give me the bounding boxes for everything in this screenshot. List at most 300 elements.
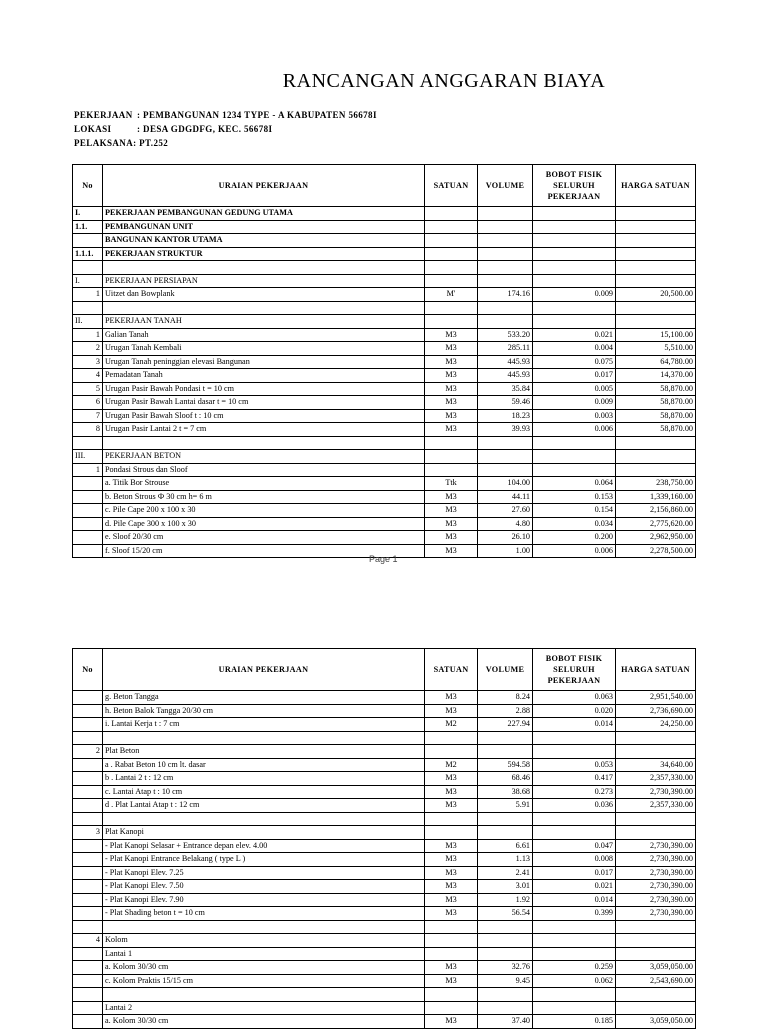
cell-no: [73, 517, 103, 531]
cell-volume: 37.40: [478, 1015, 533, 1029]
table-row: [73, 369, 696, 383]
cell-bobot: 0.014: [533, 718, 616, 732]
cell-uraian: h. Beton Balok Tangga 20/30 cm: [103, 704, 425, 718]
cell-volume: 39.93: [478, 423, 533, 437]
table-row: [73, 342, 696, 356]
cell-volume: [478, 826, 533, 840]
cell-volume: 44.11: [478, 490, 533, 504]
cell-bobot: [533, 450, 616, 464]
cell-uraian: e. Sloof 20/30 cm: [103, 531, 425, 545]
cell-satuan: Ttk: [425, 477, 478, 491]
cell-volume: 6.61: [478, 839, 533, 853]
cell-volume: 285.11: [478, 342, 533, 356]
cell-harga: 15,100.00: [616, 328, 696, 342]
cell-volume: [478, 436, 533, 450]
cell-satuan: M3: [425, 382, 478, 396]
cell-uraian: Urugan Tanah peninggian elevasi Bangunan: [103, 355, 425, 369]
cell-satuan: [425, 315, 478, 329]
col-header-bobot: BOBOT FISIK SELURUH PEKERJAAN: [533, 165, 616, 207]
cell-volume: [478, 274, 533, 288]
cell-bobot: [533, 207, 616, 221]
meta-pekerjaan-label: PEKERJAAN: [74, 110, 133, 120]
cell-volume: [478, 812, 533, 826]
table-row: [73, 531, 696, 545]
cell-uraian: - Plat Kanopi Elev. 7.25: [103, 866, 425, 880]
cell-bobot: 0.017: [533, 369, 616, 383]
cell-uraian: c. Kolom Praktis 15/15 cm: [103, 974, 425, 988]
table-row: [73, 288, 696, 302]
table-row: [73, 207, 696, 221]
cell-harga: 58,870.00: [616, 396, 696, 410]
meta-lokasi: [74, 124, 272, 134]
cell-bobot: 0.009: [533, 288, 616, 302]
col-header-bobot: BOBOT FISIK SELURUH PEKERJAAN: [533, 649, 616, 691]
cell-harga: [616, 731, 696, 745]
col-header-satuan: SATUAN: [425, 649, 478, 691]
cell-uraian: Galian Tanah: [103, 328, 425, 342]
cell-bobot: [533, 274, 616, 288]
cell-no: 2: [73, 745, 103, 759]
cell-uraian: Plat Beton: [103, 745, 425, 759]
cell-satuan: [425, 234, 478, 248]
cell-satuan: M3: [425, 853, 478, 867]
cell-uraian: BANGUNAN KANTOR UTAMA: [103, 234, 425, 248]
table-row: [73, 328, 696, 342]
cell-volume: [478, 1001, 533, 1015]
cell-satuan: [425, 463, 478, 477]
cell-harga: [616, 261, 696, 275]
cell-harga: 58,870.00: [616, 423, 696, 437]
cell-volume: 18.23: [478, 409, 533, 423]
cell-harga: [616, 450, 696, 464]
cell-volume: 4.80: [478, 517, 533, 531]
cell-uraian: PEKERJAAN BETON: [103, 450, 425, 464]
cell-volume: 56.54: [478, 907, 533, 921]
table-row: [73, 436, 696, 450]
cell-volume: 32.76: [478, 961, 533, 975]
cell-no: [73, 974, 103, 988]
cell-bobot: 0.008: [533, 853, 616, 867]
cell-satuan: M3: [425, 1015, 478, 1029]
cell-volume: 104.00: [478, 477, 533, 491]
cell-satuan: M3: [425, 342, 478, 356]
cell-harga: 1,339,160.00: [616, 490, 696, 504]
cell-uraian: PEKERJAAN PERSIAPAN: [103, 274, 425, 288]
cell-bobot: [533, 988, 616, 1002]
cell-bobot: 0.075: [533, 355, 616, 369]
cell-volume: [478, 301, 533, 315]
cell-harga: 5,510.00: [616, 342, 696, 356]
cell-satuan: M3: [425, 544, 478, 558]
col-header-harga: HARGA SATUAN: [616, 649, 696, 691]
cell-uraian: [103, 920, 425, 934]
table-row: [73, 772, 696, 786]
cell-uraian: - Plat Kanopi Elev. 7.90: [103, 893, 425, 907]
cell-harga: 2,278,500.00: [616, 544, 696, 558]
cell-volume: [478, 234, 533, 248]
table-row: [73, 799, 696, 813]
cell-harga: 14,370.00: [616, 369, 696, 383]
cell-uraian: [103, 812, 425, 826]
cell-satuan: M3: [425, 409, 478, 423]
cell-bobot: [533, 234, 616, 248]
cell-no: [73, 490, 103, 504]
cell-no: 3: [73, 355, 103, 369]
cell-bobot: 0.006: [533, 423, 616, 437]
cell-harga: [616, 234, 696, 248]
cell-satuan: [425, 450, 478, 464]
cell-bobot: 0.053: [533, 758, 616, 772]
cell-no: [73, 704, 103, 718]
cell-no: [73, 866, 103, 880]
cell-harga: 20,500.00: [616, 288, 696, 302]
cell-no: [73, 839, 103, 853]
cell-volume: 3.01: [478, 880, 533, 894]
table-row: [73, 274, 696, 288]
cell-no: [73, 772, 103, 786]
table-row: [73, 315, 696, 329]
cell-harga: [616, 301, 696, 315]
table-row: [73, 718, 696, 732]
meta-lokasi-value: : DESA GDGDFG, KEC. 56678I: [137, 124, 273, 134]
cell-bobot: [533, 745, 616, 759]
cell-satuan: M2: [425, 758, 478, 772]
cell-no: [73, 261, 103, 275]
cell-uraian: a. Kolom 30/30 cm: [103, 1015, 425, 1029]
cell-bobot: 0.006: [533, 544, 616, 558]
cell-no: [73, 853, 103, 867]
cell-harga: 2,775,620.00: [616, 517, 696, 531]
cell-satuan: M3: [425, 866, 478, 880]
cell-bobot: [533, 920, 616, 934]
page-title: RANCANGAN ANGGARAN BIAYA: [282, 70, 606, 92]
cell-bobot: 0.273: [533, 785, 616, 799]
col-header-harga: HARGA SATUAN: [616, 165, 696, 207]
cell-harga: 2,730,390.00: [616, 880, 696, 894]
cell-no: [73, 758, 103, 772]
cell-no: 1.1.1.: [73, 247, 103, 261]
table-row: [73, 1001, 696, 1015]
cell-no: I.: [73, 207, 103, 221]
cell-satuan: M2: [425, 718, 478, 732]
cell-volume: [478, 745, 533, 759]
table-row: [73, 1015, 696, 1029]
cell-harga: [616, 247, 696, 261]
cell-uraian: Urugan Pasir Bawah Sloof t : 10 cm: [103, 409, 425, 423]
table-row: [73, 731, 696, 745]
cell-uraian: PEKERJAAN TANAH: [103, 315, 425, 329]
table-row: [73, 355, 696, 369]
cell-satuan: [425, 745, 478, 759]
cell-volume: [478, 207, 533, 221]
meta-pelaksana-value: : PT.252: [133, 138, 169, 148]
cell-no: [73, 947, 103, 961]
cell-uraian: c. Pile Cape 200 x 100 x 30: [103, 504, 425, 518]
cell-bobot: [533, 934, 616, 948]
table-row: [73, 758, 696, 772]
cell-bobot: 0.004: [533, 342, 616, 356]
table-row: [73, 826, 696, 840]
cell-volume: 2.88: [478, 704, 533, 718]
cost-table-page2: [72, 648, 696, 1029]
cell-bobot: 0.009: [533, 396, 616, 410]
cell-satuan: [425, 947, 478, 961]
meta-pelaksana: [74, 138, 168, 148]
cell-no: [73, 1015, 103, 1029]
cell-bobot: 0.017: [533, 866, 616, 880]
cell-volume: [478, 220, 533, 234]
table-row: [73, 301, 696, 315]
cell-uraian: Urugan Pasir Bawah Lantai dasar t = 10 cm: [103, 396, 425, 410]
cell-uraian: - Plat Kanopi Entrance Belakang ( type L ): [103, 853, 425, 867]
cell-uraian: PEKERJAAN PEMBANGUNAN GEDUNG UTAMA: [103, 207, 425, 221]
cell-harga: 2,730,390.00: [616, 893, 696, 907]
cell-bobot: 0.063: [533, 691, 616, 705]
cell-harga: 2,357,330.00: [616, 799, 696, 813]
cell-no: [73, 988, 103, 1002]
cell-bobot: [533, 315, 616, 329]
cell-bobot: 0.185: [533, 1015, 616, 1029]
cell-no: 4: [73, 934, 103, 948]
cell-no: [73, 234, 103, 248]
cell-no: 5: [73, 382, 103, 396]
cell-satuan: M3: [425, 772, 478, 786]
cell-bobot: 0.021: [533, 328, 616, 342]
cell-harga: [616, 934, 696, 948]
cell-bobot: 0.064: [533, 477, 616, 491]
cell-satuan: [425, 220, 478, 234]
cell-harga: 2,357,330.00: [616, 772, 696, 786]
cell-no: 3: [73, 826, 103, 840]
cell-uraian: f. Sloof 15/20 cm: [103, 544, 425, 558]
cell-bobot: 0.047: [533, 839, 616, 853]
cell-volume: 445.93: [478, 369, 533, 383]
cell-uraian: g. Beton Tangga: [103, 691, 425, 705]
cell-bobot: 0.200: [533, 531, 616, 545]
cell-bobot: 0.417: [533, 772, 616, 786]
table-row: [73, 490, 696, 504]
cell-bobot: 0.154: [533, 504, 616, 518]
cell-satuan: [425, 1001, 478, 1015]
cell-uraian: a. Titik Bor Strouse: [103, 477, 425, 491]
table-row: [73, 247, 696, 261]
table-row: [73, 463, 696, 477]
col-header-uraian: URAIAN PEKERJAAN: [103, 165, 425, 207]
cell-harga: [616, 826, 696, 840]
cell-uraian: Urugan Pasir Lantai 2 t = 7 cm: [103, 423, 425, 437]
cell-volume: 2.41: [478, 866, 533, 880]
cell-harga: [616, 947, 696, 961]
cell-satuan: M3: [425, 517, 478, 531]
cell-no: 1: [73, 288, 103, 302]
cell-volume: [478, 247, 533, 261]
cell-satuan: [425, 301, 478, 315]
table-row: [73, 477, 696, 491]
cell-uraian: a . Rabat Beton 10 cm lt. dasar: [103, 758, 425, 772]
col-header-no: No: [73, 649, 103, 691]
table-row: [73, 812, 696, 826]
cell-harga: 2,730,390.00: [616, 853, 696, 867]
cell-bobot: [533, 1001, 616, 1015]
cell-satuan: M3: [425, 328, 478, 342]
cell-volume: [478, 947, 533, 961]
cell-uraian: d. Pile Cape 300 x 100 x 30: [103, 517, 425, 531]
cell-bobot: [533, 731, 616, 745]
cell-harga: 2,156,860.00: [616, 504, 696, 518]
cell-harga: 2,962,950.00: [616, 531, 696, 545]
cell-no: 1.1.: [73, 220, 103, 234]
cell-uraian: Lantai 1: [103, 947, 425, 961]
cell-volume: 8.24: [478, 691, 533, 705]
cell-satuan: M3: [425, 785, 478, 799]
cell-bobot: 0.021: [533, 880, 616, 894]
cell-volume: 9.45: [478, 974, 533, 988]
cell-harga: [616, 1001, 696, 1015]
table-row: [73, 947, 696, 961]
cell-harga: [616, 274, 696, 288]
cell-uraian: PEKERJAAN STRUKTUR: [103, 247, 425, 261]
cell-uraian: Urugan Tanah Kembali: [103, 342, 425, 356]
cell-satuan: [425, 812, 478, 826]
table-row: [73, 450, 696, 464]
cell-harga: [616, 745, 696, 759]
cell-satuan: M3: [425, 531, 478, 545]
cell-satuan: M3: [425, 355, 478, 369]
cell-bobot: [533, 261, 616, 275]
cell-uraian: a. Kolom 30/30 cm: [103, 961, 425, 975]
cell-satuan: M3: [425, 704, 478, 718]
cell-satuan: M3: [425, 907, 478, 921]
cell-satuan: [425, 247, 478, 261]
cell-no: [73, 301, 103, 315]
cell-no: [73, 907, 103, 921]
cell-harga: 2,730,390.00: [616, 866, 696, 880]
cell-no: [73, 718, 103, 732]
table-row: [73, 220, 696, 234]
cost-table-page1: [72, 164, 696, 558]
cell-no: [73, 893, 103, 907]
cell-volume: 35.84: [478, 382, 533, 396]
cell-volume: 27.60: [478, 504, 533, 518]
cell-bobot: 0.005: [533, 382, 616, 396]
cell-no: 6: [73, 396, 103, 410]
col-header-volume: VOLUME: [478, 649, 533, 691]
cell-harga: [616, 920, 696, 934]
cell-uraian: - Plat Shading beton t = 10 cm: [103, 907, 425, 921]
cell-no: [73, 785, 103, 799]
cell-volume: 38.68: [478, 785, 533, 799]
table-row: [73, 907, 696, 921]
cell-no: III.: [73, 450, 103, 464]
cell-satuan: [425, 436, 478, 450]
cell-volume: 533.20: [478, 328, 533, 342]
cell-bobot: [533, 301, 616, 315]
cell-uraian: Pemadatan Tanah: [103, 369, 425, 383]
cell-volume: [478, 463, 533, 477]
cell-no: 4: [73, 369, 103, 383]
cell-no: II.: [73, 315, 103, 329]
cell-bobot: [533, 247, 616, 261]
cell-volume: 26.10: [478, 531, 533, 545]
table-row: [73, 382, 696, 396]
cell-harga: 58,870.00: [616, 409, 696, 423]
cell-satuan: M': [425, 288, 478, 302]
col-header-no: No: [73, 165, 103, 207]
cell-volume: [478, 450, 533, 464]
table-row: [73, 409, 696, 423]
cell-harga: [616, 207, 696, 221]
cell-bobot: 0.036: [533, 799, 616, 813]
table-row: [73, 934, 696, 948]
table-row: [73, 920, 696, 934]
table-row: [73, 396, 696, 410]
cell-uraian: Uitzet dan Bowplank: [103, 288, 425, 302]
cell-satuan: M3: [425, 396, 478, 410]
cell-uraian: [103, 301, 425, 315]
cell-no: [73, 880, 103, 894]
cell-harga: 2,730,390.00: [616, 785, 696, 799]
table-row: [73, 234, 696, 248]
table-row: [73, 866, 696, 880]
cell-harga: 2,543,690.00: [616, 974, 696, 988]
cell-no: [73, 691, 103, 705]
cell-harga: [616, 220, 696, 234]
cell-satuan: [425, 920, 478, 934]
cell-bobot: [533, 436, 616, 450]
cell-volume: [478, 920, 533, 934]
cell-no: 8: [73, 423, 103, 437]
cell-uraian: Kolom: [103, 934, 425, 948]
cell-uraian: Urugan Pasir Bawah Pondasi t = 10 cm: [103, 382, 425, 396]
table-row: [73, 988, 696, 1002]
cell-volume: [478, 315, 533, 329]
cell-uraian: - Plat Kanopi Selasar + Entrance depan elev. 4.00: [103, 839, 425, 853]
cell-satuan: M3: [425, 961, 478, 975]
table-row: [73, 893, 696, 907]
cell-bobot: 0.020: [533, 704, 616, 718]
cell-satuan: M3: [425, 974, 478, 988]
cell-harga: 34,640.00: [616, 758, 696, 772]
cell-uraian: c. Lantai Atap t : 10 cm: [103, 785, 425, 799]
cell-no: [73, 504, 103, 518]
cell-volume: 174.16: [478, 288, 533, 302]
cell-harga: 2,951,540.00: [616, 691, 696, 705]
cell-bobot: [533, 826, 616, 840]
cell-bobot: [533, 220, 616, 234]
table-row: [73, 261, 696, 275]
cell-no: [73, 731, 103, 745]
cell-harga: 2,730,390.00: [616, 839, 696, 853]
cell-bobot: 0.014: [533, 893, 616, 907]
table-row: [73, 839, 696, 853]
table-row: [73, 853, 696, 867]
cell-no: 1: [73, 463, 103, 477]
cell-satuan: [425, 826, 478, 840]
cell-volume: 5.91: [478, 799, 533, 813]
cell-no: [73, 812, 103, 826]
cell-no: [73, 477, 103, 491]
table-row: [73, 504, 696, 518]
cell-volume: [478, 731, 533, 745]
table-row: [73, 517, 696, 531]
cell-harga: [616, 463, 696, 477]
cell-satuan: [425, 731, 478, 745]
cell-satuan: [425, 207, 478, 221]
cell-satuan: [425, 934, 478, 948]
cell-satuan: M3: [425, 369, 478, 383]
cell-satuan: M3: [425, 839, 478, 853]
cell-uraian: [103, 988, 425, 1002]
